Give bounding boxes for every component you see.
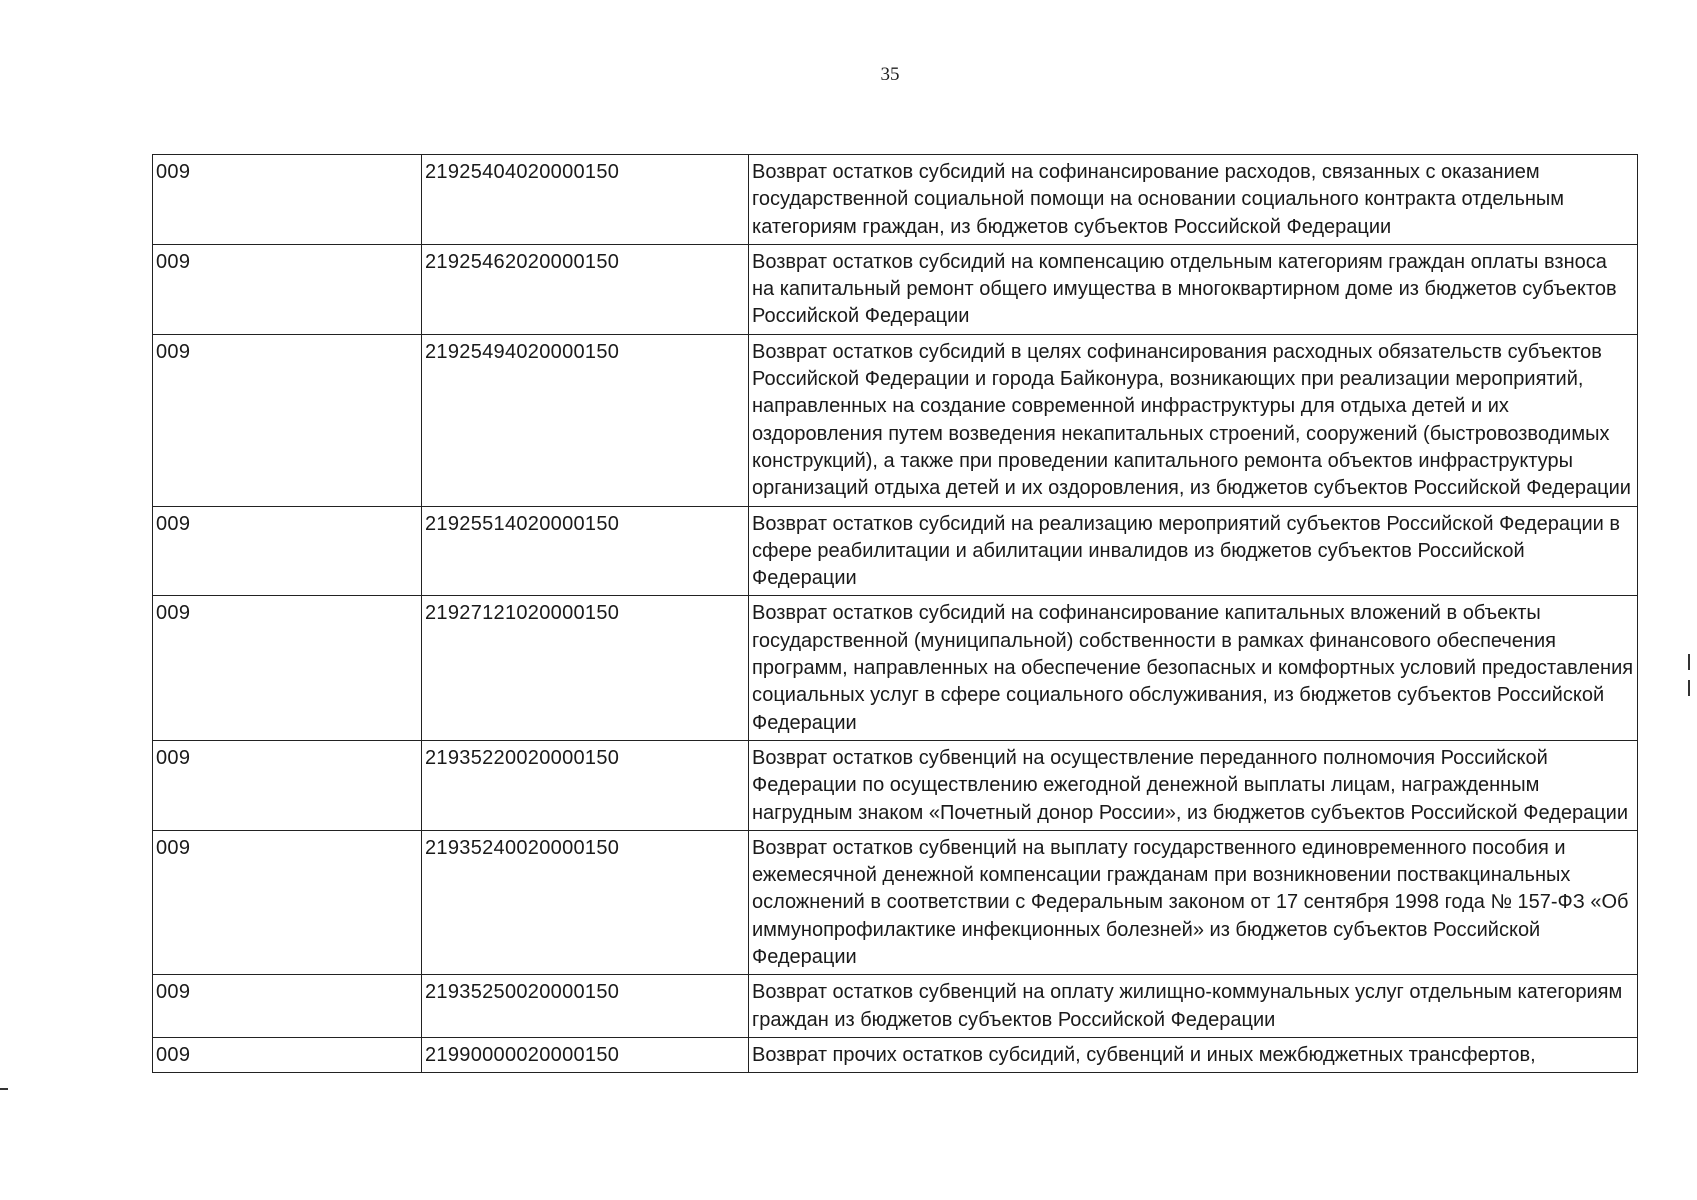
budget-classification-code-cell: 21925404020000150 xyxy=(422,155,749,245)
description-cell: Возврат остатков субвенций на осуществление переданного полномочия Российской Федерации по осуществлению ежегодной денежной выплаты лицам, награжденным нагрудным знаком «Почетный донор России», из бюджетов субъектов Российской Федерации xyxy=(749,740,1638,830)
table-row xyxy=(153,1037,1638,1072)
admin-code-cell: 009 xyxy=(153,155,422,245)
admin-code-cell: 009 xyxy=(153,975,422,1038)
admin-code-cell: 009 xyxy=(153,740,422,830)
budget-classification-code-cell: 21925462020000150 xyxy=(422,244,749,334)
table-row xyxy=(153,155,1638,245)
budget-classification-code-cell: 21935220020000150 xyxy=(422,740,749,830)
scan-edge-mark xyxy=(1688,654,1690,670)
budget-classification-code-cell: 21935250020000150 xyxy=(422,975,749,1038)
description-cell: Возврат остатков субсидий на софинансирование расходов, связанных с оказанием государственной социальной помощи на основании социального контракта отдельным категориям граждан, из бюджетов субъектов Российской Федерации xyxy=(749,155,1638,245)
description-cell: Возврат прочих остатков субсидий, субвенций и иных межбюджетных трансфертов, xyxy=(749,1037,1638,1072)
admin-code-cell: 009 xyxy=(153,244,422,334)
table-row xyxy=(153,830,1638,974)
budget-classification-code-cell: 21935240020000150 xyxy=(422,830,749,974)
admin-code-cell: 009 xyxy=(153,596,422,740)
table-row xyxy=(153,244,1638,334)
table-body xyxy=(153,155,1638,1073)
budget-classification-code-cell: 21925514020000150 xyxy=(422,506,749,596)
admin-code-cell: 009 xyxy=(153,506,422,596)
table-row xyxy=(153,596,1638,740)
budget-classification-code-cell: 21927121020000150 xyxy=(422,596,749,740)
description-cell: Возврат остатков субсидий в целях софинансирования расходных обязательств субъектов Российской Федерации и города Байконура, возникающих при реализации мероприятий, направленных на создание современной инфраструктуры для отдыха детей и их оздоровления путем возведения некапитальных строений, сооружений (быстровозводимых конструкций), а также при проведении капитального ремонта объектов инфраструктуры организаций отдыха детей и их оздоровления, из бюджетов субъектов Российской Федерации xyxy=(749,334,1638,506)
scan-edge-mark xyxy=(1688,680,1690,696)
admin-code-cell: 009 xyxy=(153,334,422,506)
description-cell: Возврат остатков субсидий на компенсацию отдельным категориям граждан оплаты взноса на капитальный ремонт общего имущества в многоквартирном доме из бюджетов субъектов Российской Федерации xyxy=(749,244,1638,334)
budget-codes-table xyxy=(152,154,1638,1073)
scan-edge-mark xyxy=(0,1088,8,1090)
description-cell: Возврат остатков субвенций на выплату государственного единовременного пособия и ежемесячной денежной компенсации гражданам при возникновении поствакцинальных осложнений в соответствии с Федеральным законом от 17 сентября 1998 года № 157-ФЗ «Об иммунопрофилактике инфекционных болезней» из бюджетов субъектов Российской Федерации xyxy=(749,830,1638,974)
page-number: 35 xyxy=(880,64,900,85)
admin-code-cell: 009 xyxy=(153,830,422,974)
admin-code-cell: 009 xyxy=(153,1037,422,1072)
description-cell: Возврат остатков субвенций на оплату жилищно-коммунальных услуг отдельным категориям граждан из бюджетов субъектов Российской Федерации xyxy=(749,975,1638,1038)
table-row xyxy=(153,334,1638,506)
budget-classification-code-cell: 21925494020000150 xyxy=(422,334,749,506)
table-row xyxy=(153,740,1638,830)
budget-classification-code-cell: 21990000020000150 xyxy=(422,1037,749,1072)
table-row xyxy=(153,506,1638,596)
description-cell: Возврат остатков субсидий на софинансирование капитальных вложений в объекты государственной (муниципальной) собственности в рамках финансового обеспечения программ, направленных на обеспечение безопасных и комфортных условий предоставления социальных услуг в сфере социального обслуживания, из бюджетов субъектов Российской Федерации xyxy=(749,596,1638,740)
description-cell: Возврат остатков субсидий на реализацию мероприятий субъектов Российской Федерации в сфере реабилитации и абилитации инвалидов из бюджетов субъектов Российской Федерации xyxy=(749,506,1638,596)
table-row xyxy=(153,975,1638,1038)
